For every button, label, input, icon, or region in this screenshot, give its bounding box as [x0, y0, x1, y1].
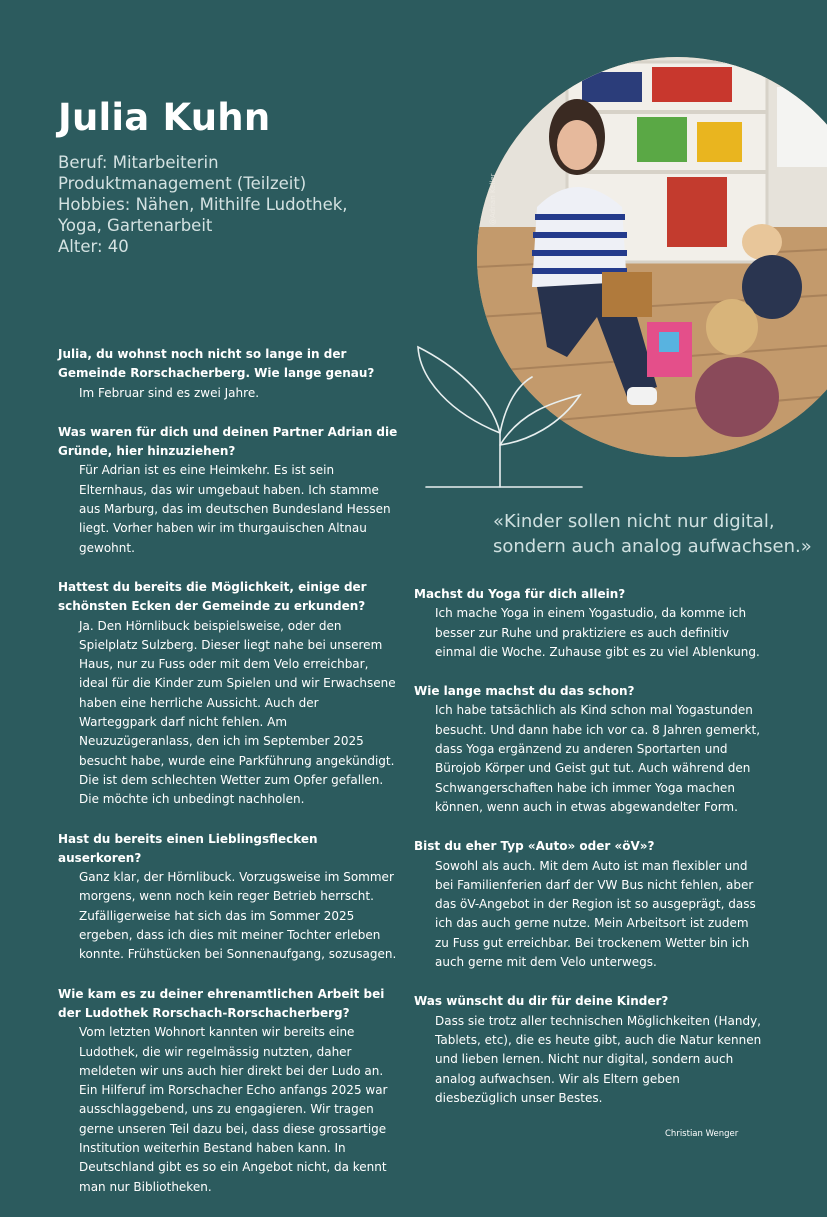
interview-answer: Ich mache Yoga in einem Yogastudio, da komme ich besser zur Ruhe und praktiziere es auch definitiv einmal die Woche. Zuhause gibt es zu viel Ablenkung. — [435, 606, 760, 659]
interview-question: Julia, du wohnst noch nicht so lange in der Gemeinde Rorschacherberg. Wie lange genau? — [58, 347, 375, 381]
sprout-icon — [410, 333, 590, 493]
interview-question: Bist du eher Typ «Auto» oder «öV»? — [414, 839, 655, 854]
quote-line: sondern auch analog aufwachsen.» — [493, 536, 812, 557]
profile-line: Alter: 40 — [58, 237, 129, 256]
interview-question: Wie lange machst du das schon? — [414, 684, 635, 699]
profile-line: Yoga, Gartenarbeit — [58, 216, 213, 235]
interview-question: Hast du bereits einen Lieblingsflecken auserkoren? — [58, 831, 318, 865]
interview-question: Machst du Yoga für dich allein? — [414, 587, 626, 601]
interview-question: Was waren für dich und deinen Partner Adrian die Gründe, hier hinzuziehen? — [58, 424, 398, 459]
profile-line: Beruf: Mitarbeiterin — [58, 153, 219, 172]
profile-line: Produktmanagement (Teilzeit) — [58, 174, 307, 193]
interview-question: Hattest du bereits die Möglichkeit, einige der schönsten Ecken der Gemeinde zu erkunden? — [58, 579, 367, 614]
pull-quote — [493, 509, 813, 559]
profile-line: Hobbies: Nähen, Mithilfe Ludothek, — [58, 195, 348, 214]
interview-answer: Sowohl als auch. Mit dem Auto ist man flexibler und bei Familienferien darf der VW Bus nicht fehlen, aber das öV-Angebot in der Region ist so ausgeprägt, dass ich das auch gerne nutze. Mein Arbeitsort ist zudem zu Fuss gut erreichbar. Bei trockenem Wetter bin ich auch gerne mit dem Velo unterwegs. — [435, 858, 756, 970]
profile-info — [58, 152, 398, 257]
interview-column-left — [58, 345, 398, 1217]
interview-question: Was wünscht du dir für deine Kinder? — [414, 994, 669, 1009]
interview-question: Wie kam es zu deiner ehrenamtlichen Arbeit bei der Ludothek Rorschach-Rorschacherberg? — [58, 986, 385, 1020]
interview-answer: Im Februar sind es zwei Jahre. — [79, 385, 260, 400]
interview-answer: Vom letzten Wohnort kannten wir bereits eine Ludothek, die wir regelmässig nutzten, daher meldeten wir uns auch hier direkt bei der Ludo an. Ein Hilferuf im Rorschacher Echo anfangs 2025 war ausschlaggebend, uns zu engagieren. Wir tragen gerne unseren Teil dazu bei, dass diese grossartige Institution weiterhin Bestand haben kann. In Deutschland gibt es so ein Angebot nicht, da kennt man nur Bibliotheken. — [79, 1025, 388, 1194]
author-signature: Christian Wenger — [665, 1129, 739, 1139]
interview-answer: Ja. Den Hörnlibuck beispielsweise, oder den Spielplatz Sulzberg. Dieser liegt nahe bei unserem Haus, nur zu Fuss oder mit dem Velo erreichbar, ideal für die Kinder zum Spielen und wir Erwachsene haben eine herrliche Aussicht. Auch der Warteggpark darf nicht fehlen. Am Neuzuzügeranlass, den ich im September 2025 besucht habe, wurde eine Parkführung angekündigt. Die ist dem schlechten Wetter zum Opfer gefallen. Die möchte ich unbedingt nachholen. — [79, 618, 396, 807]
interview-column-right — [414, 585, 764, 1128]
interview-answer: Für Adrian ist es eine Heimkehr. Es ist sein Elternhaus, das wir umgebaut haben. Ich stamme aus Marburg, das im deutschen Bundesland Hessen liegt. Vorher haben wir im thurgauischen Altnau gewohnt. — [79, 463, 391, 555]
quote-line: «Kinder sollen nicht nur digital, — [493, 511, 775, 532]
interview-answer: Dass sie trotz aller technischen Möglichkeiten (Handy, Tablets, etc), die es heute gibt, auch die Natur kennen und lieben lernen. Nicht nur digital, sondern auch analog aufwachsen. Wir als Eltern geben diesbezüglich unser Bestes. — [435, 1013, 762, 1105]
page-title: Julia Kuhn — [58, 96, 271, 139]
photo-credit: @Adrian Keller — [489, 173, 497, 225]
interview-answer: Ich habe tatsächlich als Kind schon mal Yogastunden besucht. Und dann habe ich vor ca. 8 Jahren gemerkt, dass Yoga ergänzend zu anderen Sportarten und Bürojob Körper und Geist gut tut. Auch während den Schwangerschaften habe ich immer Yoga machen können, wenn auch in etwas abgewandelter Form. — [435, 703, 761, 814]
interview-answer: Ganz klar, der Hörnlibuck. Vorzugsweise im Sommer morgens, wenn noch kein reger Betrieb herrscht. Zufälligerweise hat sich das im Sommer 2025 ergeben, dass ich dies mit meiner Tochter erleben konnte. Frühstücken bei Sonnenaufgang, sozusagen. — [79, 870, 397, 962]
